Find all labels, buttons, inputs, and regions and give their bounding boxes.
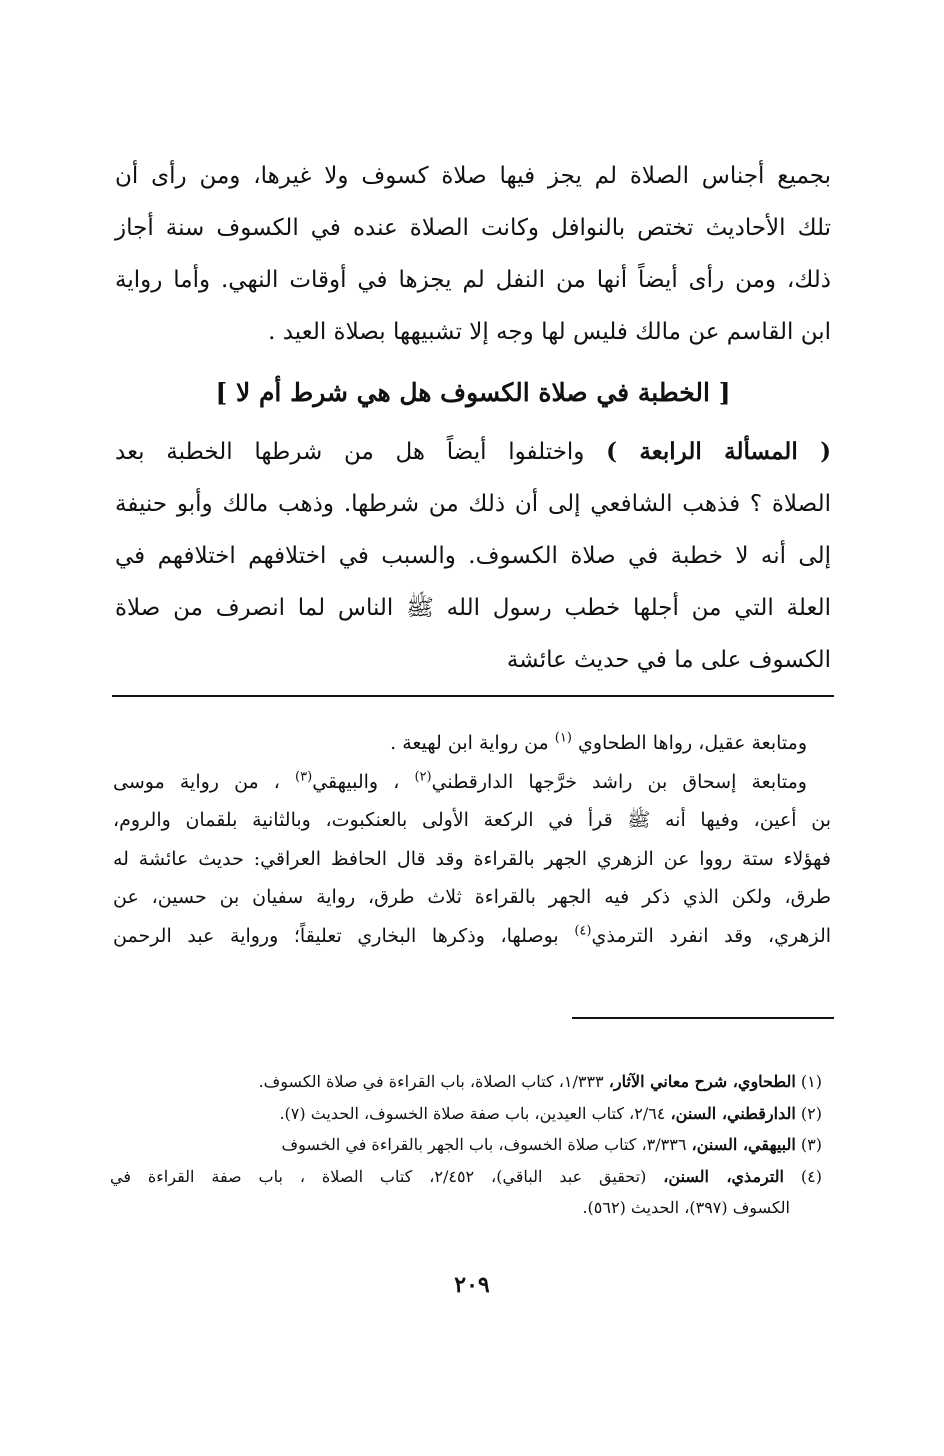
footnote-4-continuation: الكسوف (٣٩٧)، الحديث (٥٦٢). (582, 1198, 790, 1217)
commentary-line (113, 724, 831, 763)
commentary-segment: من رواية ابن لهيعة . (390, 732, 555, 754)
text-line: الكسوف على ما في حديث عائشة (506, 647, 831, 673)
commentary-line: فهؤلاء ستة رووا عن الزهري الجهر بالقراءة وقد قال الحافظ العراقي: حديث عائشة له (113, 847, 831, 870)
footnote-number: (٣) (800, 1135, 822, 1154)
section-divider (112, 695, 834, 697)
footnote-divider (572, 1017, 834, 1019)
text-line: إلى أنه لا خطبة في صلاة الكسوف. والسبب في اختلافهم اختلافهم في (115, 543, 831, 569)
main-text (115, 150, 831, 686)
commentary-segment: بوصلها، وذكرها البخاري تعليقاً؛ ورواية عبد الرحمن (113, 924, 575, 947)
footnote-ref: (٣) (295, 769, 313, 785)
footnote-detail: ٣/٣٣٦، كتاب صلاة الخسوف، باب الجهر بالقراءة في الخسوف (281, 1135, 692, 1154)
footnote-ref: (١) (554, 730, 572, 746)
text-line: بجميع أجناس الصلاة لم يجز فيها صلاة كسوف ولا غيرها، ومن رأى أن (115, 163, 831, 189)
footnote-source: الدارقطني، السنن، (670, 1103, 796, 1123)
commentary-segment: ومتابعة عقيل، رواها الطحاوي (571, 732, 807, 754)
question-label: ( المسألة الرابعة ) (606, 438, 832, 465)
commentary-segment: ، من رواية موسى (113, 770, 296, 793)
footnote-1 (110, 1066, 834, 1098)
commentary-segment: ، والبيهقي (312, 770, 415, 793)
footnote-detail: ٢/٦٤، كتاب العيدين، باب صفة صلاة الخسوف، الحديث (٧). (279, 1103, 671, 1123)
footnote-number: (٢) (800, 1103, 822, 1123)
page-number: ٢٠٩ (454, 1272, 490, 1298)
commentary-text (113, 724, 831, 955)
commentary-line (113, 917, 831, 956)
question-first-line-text: واختلفوا أيضاً هل من شرطها الخطبة بعد (115, 439, 607, 465)
footnote-source: البيهقي، السنن، (691, 1135, 796, 1154)
footnote-ref: (٢) (414, 769, 432, 785)
footnote-3 (110, 1129, 834, 1161)
question-first-line (115, 426, 831, 478)
footnotes (110, 1066, 834, 1224)
footnote-ref: (٤) (574, 923, 592, 939)
commentary-segment: ومتابعة إسحاق بن راشد خرَّجها الدارقطني (431, 770, 807, 793)
footnote-source: الطحاوي، شرح معاني الآثار، (608, 1072, 796, 1091)
section-heading: [ الخطبة في صلاة الكسوف هل هي شرط أم لا ] (215, 378, 731, 407)
text-line: الصلاة ؟ فذهب الشافعي إلى أن ذلك من شرطها. وذهب مالك وأبو حنيفة (115, 491, 831, 517)
footnote-4 (110, 1161, 834, 1193)
commentary-segment: الزهري، وقد انفرد الترمذي (591, 924, 832, 947)
text-line: العلة التي من أجلها خطب رسول الله ﷺ الناس لما انصرف من صلاة (115, 595, 831, 621)
text-line: ابن القاسم عن مالك فليس لها وجه إلا تشبيهها بصلاة العيد . (268, 319, 831, 345)
footnote-2 (110, 1098, 834, 1130)
commentary-line (113, 763, 831, 802)
footnote-detail: ١/٣٣٣، كتاب الصلاة، باب القراءة في صلاة الكسوف. (258, 1072, 609, 1091)
commentary-line: بن أعين، وفيها أنه ﷺ قرأ في الركعة الأولى بالعنكبوت، وبالثانية بلقمان والروم، (113, 809, 831, 831)
footnote-number: (٤) (800, 1166, 823, 1186)
text-line: ذلك، ومن رأى أيضاً أنها من النفل لم يجزها في أوقات النهي. وأما رواية (115, 267, 831, 293)
text-line: تلك الأحاديث تختص بالنوافل وكانت الصلاة عنده في الكسوف سنة أجاز (115, 215, 831, 241)
footnote-source: الترمذي، السنن، (663, 1166, 785, 1186)
footnote-number: (١) (800, 1072, 822, 1091)
commentary-line: طرق، ولكن الذي ذكر فيه الجهر بالقراءة ثلاث طرق، رواية سفيان بن حسين، عن (113, 886, 831, 908)
footnote-detail: (تحقيق عبد الباقي)، ٢/٤٥٢، كتاب الصلاة ، باب صفة القراءة في (110, 1166, 664, 1186)
